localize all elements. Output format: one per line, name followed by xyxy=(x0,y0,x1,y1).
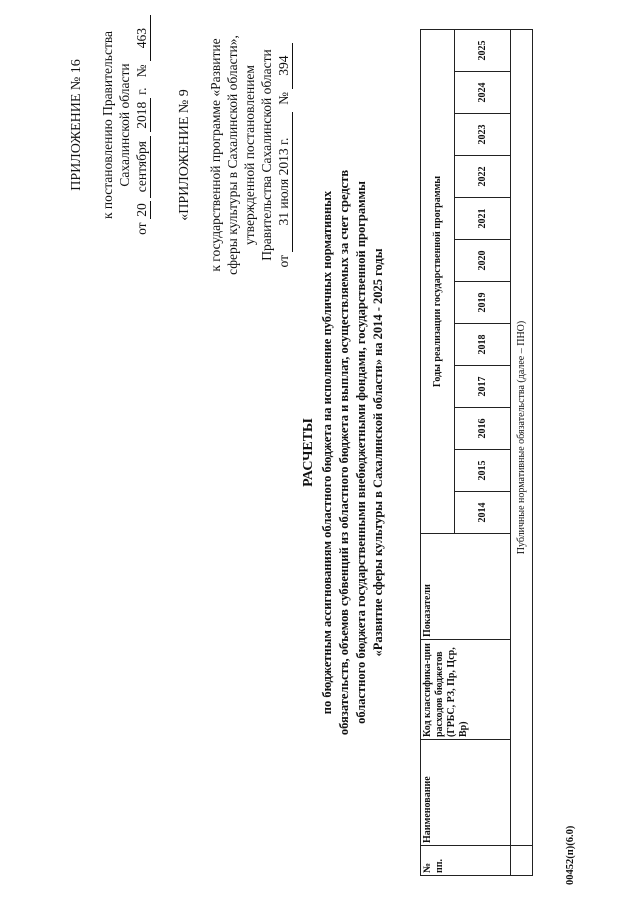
appendix-9-line2: сферы культуры в Сахалинской области», xyxy=(225,35,240,275)
appendix-16-date-line xyxy=(133,10,151,240)
from-word: от xyxy=(134,222,149,235)
header-indicators: Показатели xyxy=(421,534,511,640)
year-suffix: г. xyxy=(134,87,149,95)
appendix-16-year: 2018 xyxy=(133,98,151,132)
number-sign: № xyxy=(134,64,149,78)
from-word: от xyxy=(276,254,291,268)
year-cell: 2015 xyxy=(455,450,511,492)
appendix-9-number: 394 xyxy=(275,43,293,89)
heading-line1: по бюджетным ассигнованиям областного бюджета на исполнение публичных нормативных xyxy=(320,190,334,715)
appendix-9-line4: Правительства Сахалинской области xyxy=(259,49,274,261)
year-cell: 2023 xyxy=(455,114,511,156)
header-number: № пп. xyxy=(421,846,511,876)
section-number-cell xyxy=(511,846,533,876)
header-name: Наименование xyxy=(421,740,511,846)
appendix-16-block xyxy=(68,10,151,240)
heading-line4: «Развитие сферы культуры в Сахалинской области» на 2014 - 2025 годы xyxy=(371,248,385,657)
section-row-label: Публичные нормативные обязательства (далее – ПНО) xyxy=(511,30,533,846)
year-cell: 2024 xyxy=(455,72,511,114)
year-cell: 2014 xyxy=(455,492,511,534)
table-header-row xyxy=(421,30,455,876)
table-section-row xyxy=(511,30,533,876)
heading-line3: областного бюджета государственными внебюджетными фондами, государственной программы xyxy=(354,181,368,724)
year-cell: 2025 xyxy=(455,30,511,72)
appendix-9-block xyxy=(176,25,293,285)
header-code: Код классифика-ции расходов бюджетов (ГРБС, РЗ, Пр, Цср, Вр) xyxy=(421,640,511,740)
appendix-16-line2: Сахалинской области xyxy=(117,63,132,187)
year-cell: 2022 xyxy=(455,156,511,198)
year-cell: 2016 xyxy=(455,408,511,450)
calculation-table xyxy=(420,29,533,876)
appendix-16-month: сентября xyxy=(133,136,151,198)
document-heading xyxy=(300,0,387,905)
appendix-9-date: 31 июля 2013 г. xyxy=(275,112,293,252)
year-cell: 2018 xyxy=(455,324,511,366)
header-years: Годы реализации государственной программы xyxy=(421,30,455,534)
year-cell: 2017 xyxy=(455,366,511,408)
footer-code: 00452(п)(6.0) xyxy=(565,825,576,885)
appendix-16-line1: к постановлению Правительства xyxy=(100,30,115,220)
appendix-16-title: ПРИЛОЖЕНИЕ № 16 xyxy=(69,59,84,191)
heading-title: РАСЧЕТЫ xyxy=(301,418,316,487)
number-sign: № xyxy=(276,91,291,105)
appendix-9-date-line xyxy=(275,25,293,285)
appendix-16-number: 463 xyxy=(133,15,151,61)
appendix-9-line1: к государственной программе «Развитие xyxy=(208,38,223,272)
appendix-9-title: «ПРИЛОЖЕНИЕ № 9 xyxy=(177,89,192,221)
year-cell: 2020 xyxy=(455,240,511,282)
year-cell: 2019 xyxy=(455,282,511,324)
appendix-16-day: 20 xyxy=(133,201,151,219)
heading-line2: обязательств, объемов субвенций из областного бюджета и выплат, осуществляемых за счет средств xyxy=(337,169,351,736)
appendix-9-line3: утвержденной постановлением xyxy=(242,65,257,245)
year-cell: 2021 xyxy=(455,198,511,240)
